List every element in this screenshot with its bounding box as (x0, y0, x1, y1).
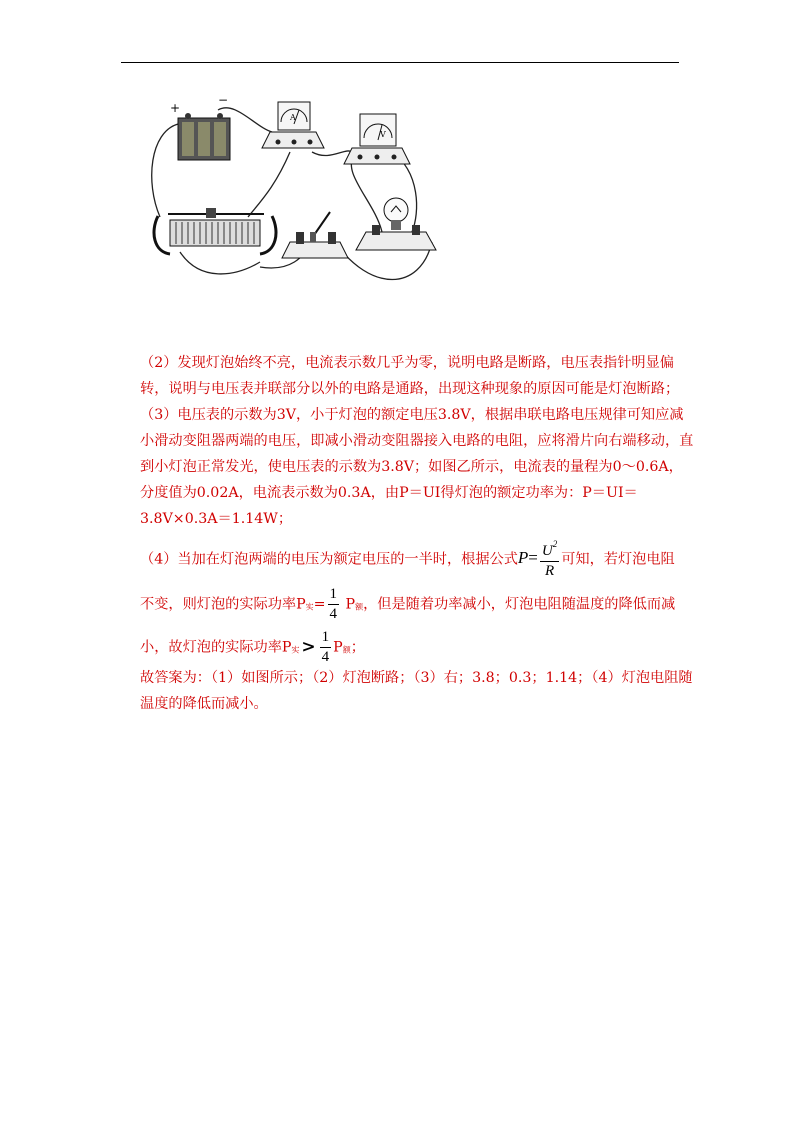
answer-explanation (140, 350, 695, 717)
step-4-text (140, 540, 695, 579)
power-formula (517, 539, 561, 579)
formula-num: U (541, 543, 553, 559)
p5-sub-rated: 额 (355, 602, 364, 612)
step-4-cont-2 (140, 630, 695, 665)
p6-fraction (320, 630, 332, 665)
p6-gt: > (301, 636, 316, 657)
p5-fraction (328, 587, 340, 622)
formula-fraction (540, 540, 559, 579)
formula-eq: = (528, 548, 538, 568)
p5-num: 1 (328, 587, 340, 605)
p6-sub-actual: 实 (291, 645, 300, 655)
step-4-before: （4）当加在灯泡两端的电压为额定电压的一半时，根据公式 (140, 551, 518, 568)
formula-sup: 2 (552, 539, 558, 549)
formula-lhs: P (517, 548, 529, 568)
step-3-text: （3）电压表的示数为3V，小于灯泡的额定电压3.8V，根据串联电路电压规律可知应减小滑动变阻器两端的电压，即减小滑动变阻器接入电路的电阻，应将滑片向右端移动，直到小灯泡正常发光，使电压表的示数为3.8V；如图乙所示，电流表的量程为0～0.6A，分度值为0.02A，电流表示数为0.3A，由P＝UI得灯泡的额定功率为：P＝UI＝3.8V×0.3A＝1.14W； (140, 407, 694, 527)
p5-before: 不变，则灯泡的实际功率P (140, 596, 306, 613)
voltmeter-symbol: V (380, 130, 386, 139)
p5-den: 4 (329, 606, 338, 622)
p6-before: 小，故灯泡的实际功率P (140, 639, 292, 656)
step-4-after: 可知，若灯泡电阻 (561, 551, 675, 568)
formula-den: R (544, 563, 555, 579)
battery-minus-label: − (218, 93, 229, 107)
ammeter-icon (262, 102, 324, 148)
step-4-cont-1 (140, 587, 695, 622)
header-rule (121, 62, 679, 63)
lamp-icon (356, 198, 436, 250)
voltmeter-icon (344, 114, 410, 164)
rheostat-icon (154, 208, 276, 254)
ammeter-symbol: A (290, 113, 296, 122)
p5-sub-actual: 实 (305, 602, 314, 612)
battery-plus-label: + (170, 101, 181, 115)
p6-den: 4 (321, 649, 330, 665)
switch-icon (282, 212, 348, 258)
p5-eq: = (313, 596, 326, 613)
p6-after: ； (350, 639, 365, 656)
p5-after: ，但是随着功率减小，灯泡电阻随温度的降低而减 (363, 596, 676, 613)
final-answer: 故答案为：（1）如图所示；（2）灯泡断路；（3）右；3.8；0.3；1.14；（4）灯泡电阻随温度的降低而减小。 (140, 670, 693, 712)
battery-icon (170, 93, 230, 160)
p6-num: 1 (320, 630, 332, 648)
p6-sub-rated: 额 (342, 645, 351, 655)
circuit-figure (140, 92, 450, 300)
step-2-text: （2）发现灯泡始终不亮，电流表示数几乎为零，说明电路是断路，电压表指针明显偏转，说明与电压表并联部分以外的电路是通路，出现这种现象的原因可能是灯泡断路； (140, 355, 680, 397)
p5-p: P (341, 596, 356, 613)
p6-p: P (333, 639, 343, 656)
